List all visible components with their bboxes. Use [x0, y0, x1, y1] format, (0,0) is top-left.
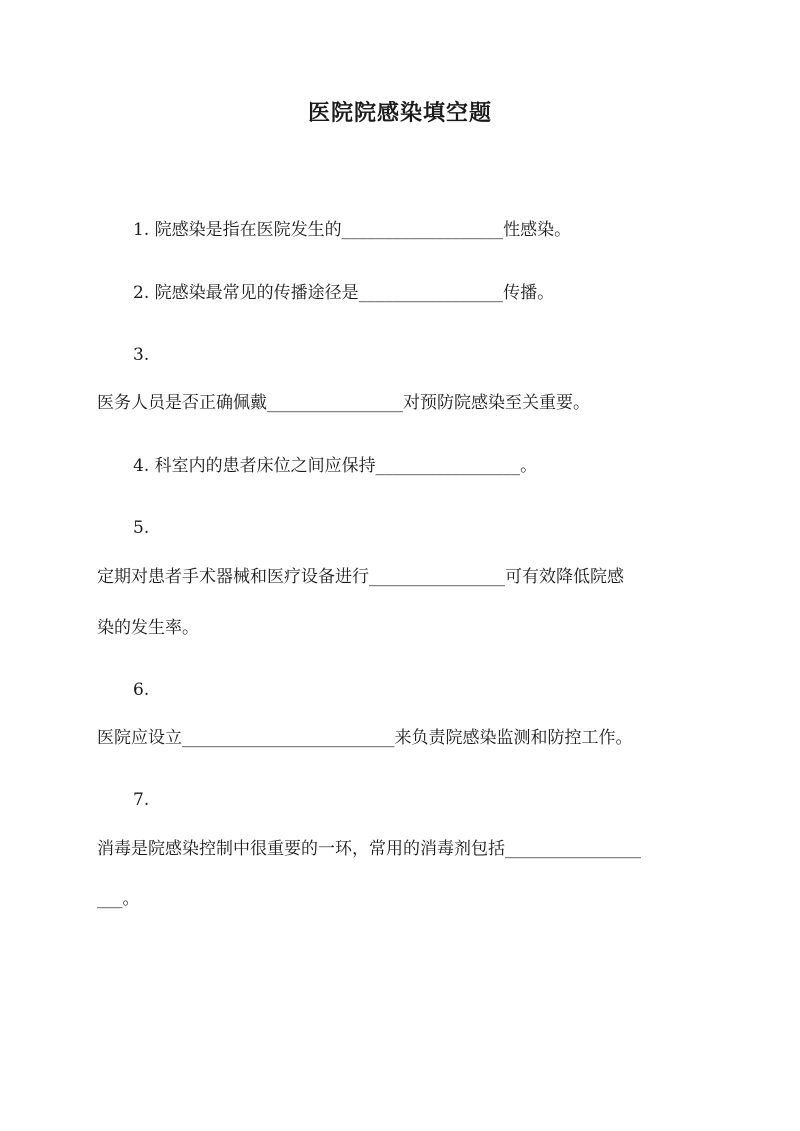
question-7-text-line-2: ___。: [97, 889, 140, 909]
question-number: 1.: [133, 220, 150, 240]
document-title: 医院院感染填空题: [307, 100, 492, 126]
question-6-text: 医院应设立_________________________来负责院感染监测和防控工作。: [97, 728, 633, 748]
question-5-text-line-2: 染的发生率。: [97, 618, 199, 638]
question-text: 院感染是指在医院发生的___________________性感染。: [154, 220, 572, 240]
question-text: 院感染最常见的传播途径是_________________传播。: [154, 283, 555, 303]
question-3-text: 医务人员是否正确佩戴________________对预防院感染至关重要。: [97, 393, 590, 413]
question-6-number: 6.: [133, 680, 150, 700]
question-5-text-line-1: 定期对患者手术器械和医疗设备进行________________可有效降低院感: [97, 567, 624, 587]
question-number: 2.: [133, 283, 150, 303]
question-5-number: 5.: [133, 518, 150, 538]
question-text: 科室内的患者床位之间应保持_________________。: [154, 456, 538, 476]
question-1: [133, 219, 571, 241]
question-4: [133, 455, 537, 477]
question-2: [133, 282, 554, 304]
question-7-number: 7.: [133, 790, 150, 810]
question-number: 4.: [133, 456, 150, 476]
question-3-number: 3.: [133, 345, 150, 365]
question-7-text-line-1: 消毒是院感染控制中很重要的一环，常用的消毒剂包括________________: [97, 839, 641, 859]
